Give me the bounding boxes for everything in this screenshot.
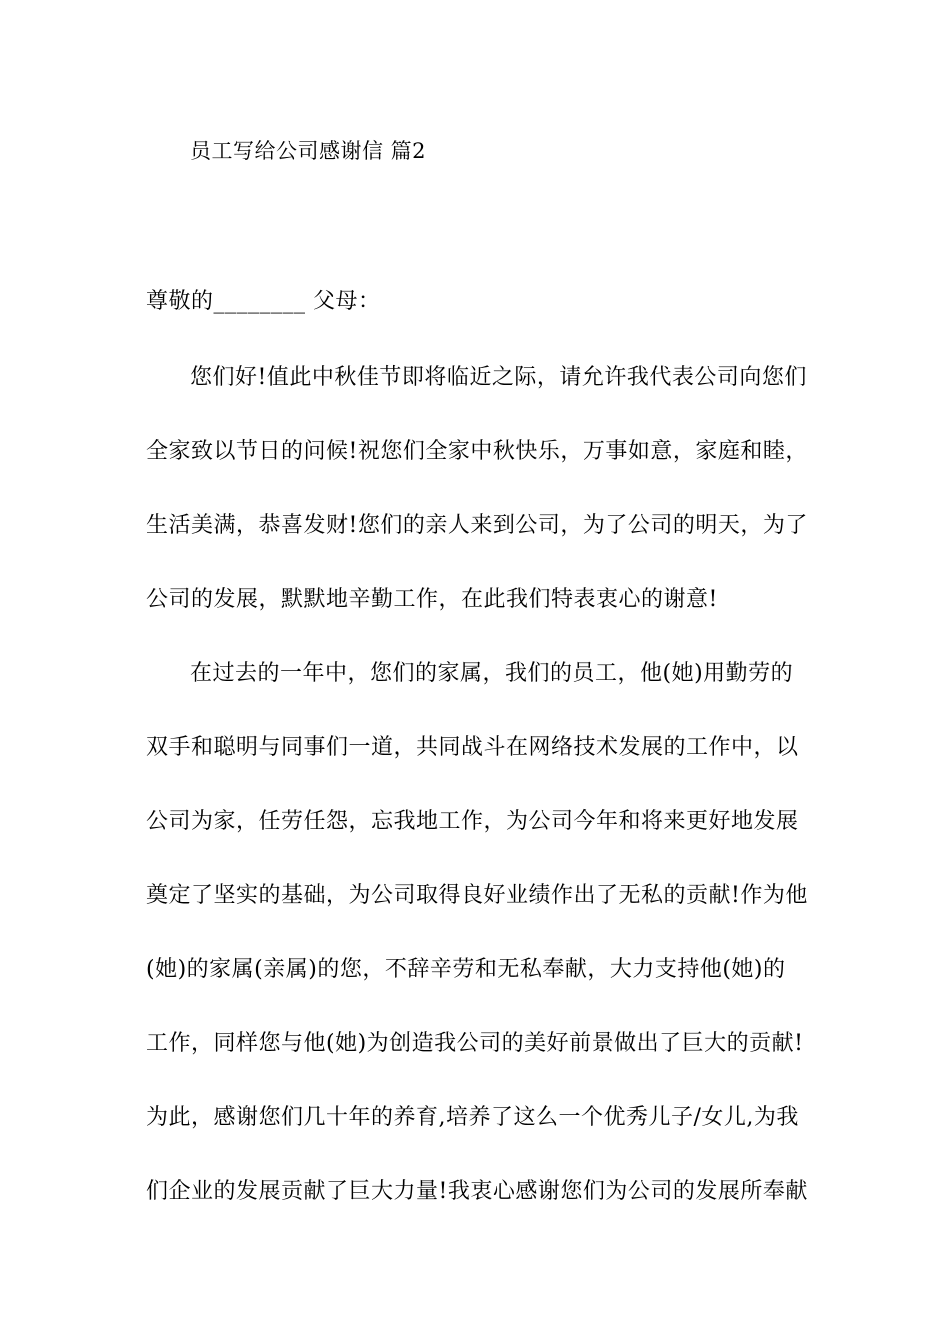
paragraph-2-line-4: 奠定了坚实的基础，为公司取得良好业绩作出了无私的贡献!作为他 [146, 883, 808, 908]
paragraph-2-line-3: 公司为家，任劳任怨，忘我地工作，为公司今年和将来更好地发展 [146, 809, 799, 834]
document-title: 员工写给公司感谢信 篇2 [190, 139, 427, 163]
paragraph-1-line-4: 公司的发展，默默地辛勤工作，在此我们特表衷心的谢意! [146, 587, 718, 612]
paragraph-2-line-5: (她)的家属(亲属)的您，不辞辛劳和无私奉献，大力支持他(她)的 [146, 957, 786, 982]
paragraph-2-line-1: 在过去的一年中，您们的家属，我们的员工，他(她)用勤劳的 [190, 661, 794, 686]
paragraph-2-line-8: 们企业的发展贡献了巨大力量!我衷心感谢您们为公司的发展所奉献 [146, 1179, 808, 1204]
paragraph-1-line-3: 生活美满，恭喜发财!您们的亲人来到公司，为了公司的明天，为了 [146, 513, 808, 538]
paragraph-1-line-1: 您们好!值此中秋佳节即将临近之际，请允许我代表公司向您们 [190, 365, 807, 390]
greeting-line: 尊敬的________ 父母： [146, 289, 381, 314]
paragraph-2-line-6: 工作，同样您与他(她)为创造我公司的美好前景做出了巨大的贡献! [146, 1031, 804, 1056]
paragraph-2-line-2: 双手和聪明与同事们一道，共同战斗在网络技术发展的工作中，以 [146, 735, 799, 760]
paragraph-2-line-7: 为此，感谢您们几十年的养育,培养了这么一个优秀儿子/女儿,为我 [146, 1105, 799, 1130]
paragraph-1-line-2: 全家致以节日的问候!祝您们全家中秋快乐，万事如意，家庭和睦， [146, 439, 808, 464]
